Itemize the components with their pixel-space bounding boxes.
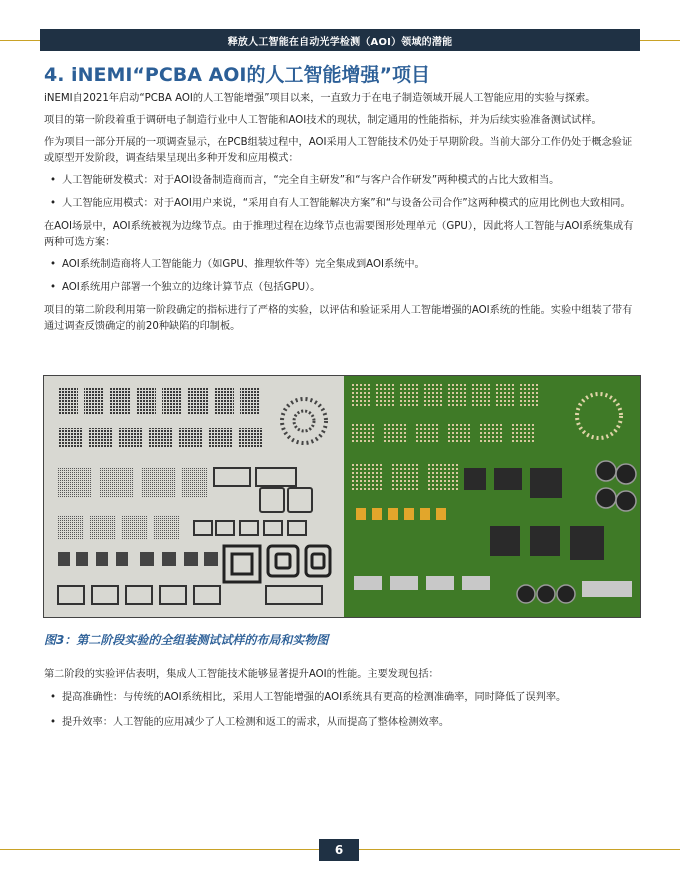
figure-caption: 图3：第二阶段实验的全组装测试试样的布局和实物图 [44, 633, 329, 647]
body-text-bottom [44, 667, 638, 740]
paragraph: 作为项目一部分开展的一项调查显示，在PCB组装过程中，AOI采用人工智能技术仍处于早期阶段。当前大部分工作仍处于概念验证或原型开发阶段，调查结果呈现出多种开发和应用模式： [44, 137, 633, 164]
bullet-list [44, 257, 638, 296]
running-header-title: 释放人工智能在自动光学检测（AOI）领域的潜能 [227, 36, 453, 48]
test-vehicle-photo [344, 376, 640, 617]
bullet-list [44, 173, 638, 212]
body-text-top [44, 91, 638, 341]
list-item: • AOI系统制造商将人工智能能力（如GPU、推理软件等）完全集成到AOI系统中。 [44, 257, 638, 273]
paragraph: 项目的第二阶段利用第一阶段确定的指标进行了严格的实验，以评估和验证采用人工智能增强的AOI系统的性能。实验中组装了带有通过调查反馈确定的前20种缺陷的印制板。 [44, 305, 633, 332]
page-number-label: 6 [334, 843, 344, 857]
list-item: • 人工智能研发模式：对于AOI设备制造商而言，“完全自主研发”和“与客户合作研发”两种模式的占比大致相当。 [44, 173, 638, 189]
paragraph: 第二阶段的实验评估表明，集成人工智能技术能够显著提升AOI的性能。主要发现包括： [44, 669, 439, 680]
page-number [319, 839, 359, 861]
running-header [40, 29, 640, 51]
list-item: • 提升效率：人工智能的应用减少了人工检测和返工的需求，从而提高了整体检测效率。 [44, 715, 638, 731]
test-vehicle-layout-image [44, 376, 344, 617]
list-item: • 提高准确性：与传统的AOI系统相比，采用人工智能增强的AOI系统具有更高的检测准确率，同时降低了误判率。 [44, 690, 638, 706]
list-item: • 人工智能应用模式：对于AOI用户来说，“采用自有人工智能解决方案”和“与设备公司合作”这两种模式的应用比例也大致相同。 [44, 196, 638, 212]
bullet-list [44, 690, 638, 731]
pcb-photo-drawing [344, 376, 640, 617]
paragraph: iNEMI自2021年启动“PCBA AOI的人工智能增强”项目以来，一直致力于在电子制造领域开展人工智能应用的实验与探索。 [44, 93, 596, 104]
layout-drawing [44, 376, 344, 617]
list-item: • AOI系统用户部署一个独立的边缘计算节点（包括GPU）。 [44, 280, 638, 296]
paragraph: 项目的第一阶段着重于调研电子制造行业中人工智能和AOI技术的现状，制定通用的性能指标，并为后续实验准备测试试样。 [44, 115, 602, 126]
figure-image [43, 375, 641, 618]
paragraph: 在AOI场景中，AOI系统被视为边缘节点。由于推理过程在边缘节点也需要图形处理单元（GPU），因此将人工智能与AOI系统集成有两种可选方案： [44, 221, 634, 248]
section-title: 4. iNEMI“PCBA AOI的人工智能增强”项目 [44, 64, 430, 86]
